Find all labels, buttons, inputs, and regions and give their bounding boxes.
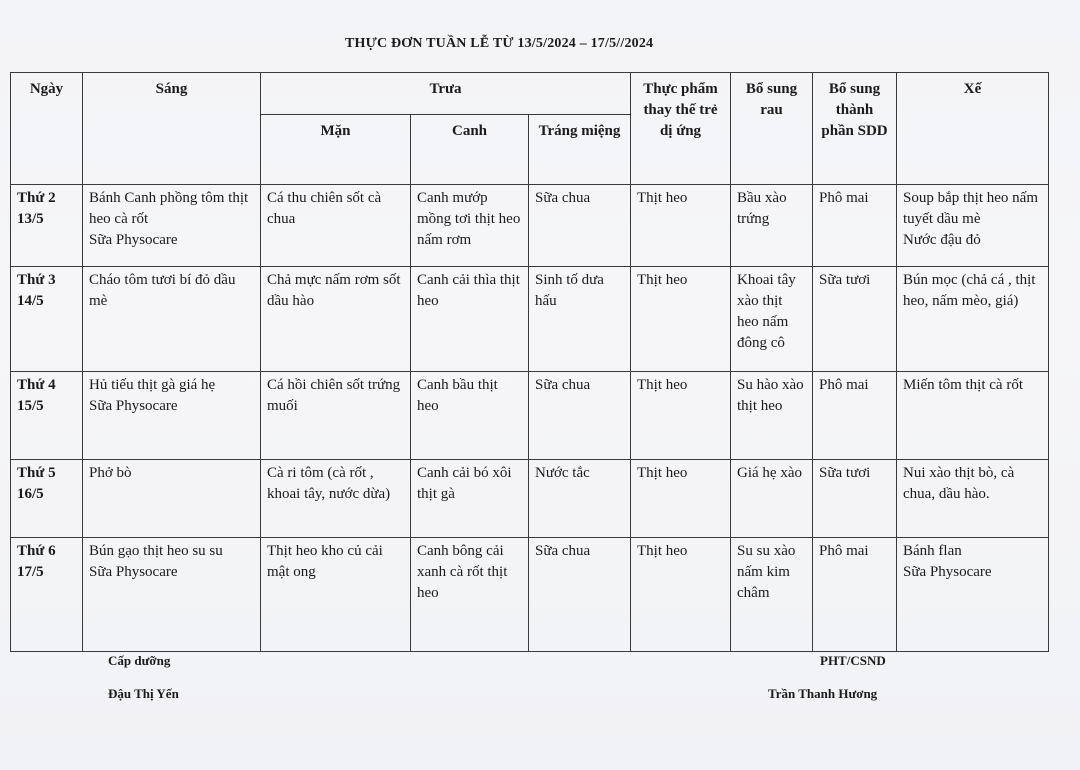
sdd-supplement-cell: Sữa tươi — [813, 460, 897, 538]
table-row — [11, 372, 1049, 460]
header-trua: Trưa — [261, 73, 631, 115]
main-dish-cell: Chả mực nấm rơm sốt dầu hào — [261, 267, 411, 372]
table-row — [11, 267, 1049, 372]
vegetable-cell: Giá hẹ xào — [731, 460, 813, 538]
vegetable-cell: Bầu xào trứng — [731, 185, 813, 267]
breakfast-cell: Bún gạo thịt heo su su Sữa Physocare — [83, 538, 261, 652]
table-row — [11, 460, 1049, 538]
allergy-substitute-cell: Thịt heo — [631, 372, 731, 460]
sdd-supplement-cell: Sữa tươi — [813, 267, 897, 372]
main-dish-cell: Thịt heo kho củ cải mật ong — [261, 538, 411, 652]
header-ngay: Ngày — [11, 73, 83, 185]
weekly-menu-table — [10, 72, 1049, 652]
vice-principal-name: Trần Thanh Hương — [768, 686, 878, 701]
dessert-cell: Sinh tố dưa hấu — [529, 267, 631, 372]
table-row — [11, 185, 1049, 267]
cook-role: Cấp dưỡng — [108, 653, 171, 668]
cook-name: Đậu Thị Yến — [108, 686, 179, 701]
allergy-substitute-cell: Thịt heo — [631, 185, 731, 267]
main-dish-cell: Cá thu chiên sốt cà chua — [261, 185, 411, 267]
soup-cell: Canh bông cải xanh cà rốt thịt heo — [411, 538, 529, 652]
table-row — [11, 538, 1049, 652]
header-bo-sung-rau: Bổ sung rau — [731, 73, 813, 185]
header-bo-sung-sdd: Bổ sung thành phần SDD — [813, 73, 897, 185]
sdd-supplement-cell: Phô mai — [813, 538, 897, 652]
header-trang-mieng: Tráng miệng — [529, 115, 631, 185]
main-dish-cell: Cá hồi chiên sốt trứng muối — [261, 372, 411, 460]
dessert-cell: Sữa chua — [529, 185, 631, 267]
day-cell: Thứ 2 13/5 — [11, 185, 83, 267]
breakfast-cell: Cháo tôm tươi bí đỏ dầu mè — [83, 267, 261, 372]
sdd-supplement-cell: Phô mai — [813, 185, 897, 267]
dessert-cell: Sữa chua — [529, 372, 631, 460]
day-cell: Thứ 4 15/5 — [11, 372, 83, 460]
vice-principal-role: PHT/CSND — [820, 653, 886, 668]
allergy-substitute-cell: Thịt heo — [631, 538, 731, 652]
header-sang: Sáng — [83, 73, 261, 185]
soup-cell: Canh bầu thịt heo — [411, 372, 529, 460]
sdd-supplement-cell: Phô mai — [813, 372, 897, 460]
day-cell: Thứ 3 14/5 — [11, 267, 83, 372]
vegetable-cell: Su hào xào thịt heo — [731, 372, 813, 460]
breakfast-cell: Bánh Canh phồng tôm thịt heo cà rốt Sữa Physocare — [83, 185, 261, 267]
vegetable-cell: Khoai tây xào thịt heo nấm đông cô — [731, 267, 813, 372]
main-dish-cell: Cà ri tôm (cà rốt , khoai tây, nước dừa) — [261, 460, 411, 538]
allergy-substitute-cell: Thịt heo — [631, 460, 731, 538]
breakfast-cell: Phở bò — [83, 460, 261, 538]
snack-cell: Bánh flan Sữa Physocare — [897, 538, 1049, 652]
dessert-cell: Sữa chua — [529, 538, 631, 652]
day-cell: Thứ 6 17/5 — [11, 538, 83, 652]
header-canh: Canh — [411, 115, 529, 185]
header-xe: Xế — [897, 73, 1049, 185]
vegetable-cell: Su su xào nấm kim châm — [731, 538, 813, 652]
snack-cell: Miến tôm thịt cà rốt — [897, 372, 1049, 460]
snack-cell: Soup bắp thịt heo nấm tuyết dầu mè Nước đậu đỏ — [897, 185, 1049, 267]
soup-cell: Canh cải thìa thịt heo — [411, 267, 529, 372]
header-man: Mặn — [261, 115, 411, 185]
breakfast-cell: Hủ tiếu thịt gà giá hẹ Sữa Physocare — [83, 372, 261, 460]
header-thay-the: Thực phẩm thay thế trẻ dị ứng — [631, 73, 731, 185]
soup-cell: Canh cải bó xôi thịt gà — [411, 460, 529, 538]
dessert-cell: Nước tắc — [529, 460, 631, 538]
allergy-substitute-cell: Thịt heo — [631, 267, 731, 372]
soup-cell: Canh mướp mồng tơi thịt heo nấm rơm — [411, 185, 529, 267]
day-cell: Thứ 5 16/5 — [11, 460, 83, 538]
snack-cell: Bún mọc (chả cá , thịt heo, nấm mèo, giá) — [897, 267, 1049, 372]
page-title: THỰC ĐƠN TUẦN LỄ TỪ 13/5/2024 – 17/5//2024 — [345, 36, 654, 51]
snack-cell: Nui xào thịt bò, cà chua, dầu hào. — [897, 460, 1049, 538]
